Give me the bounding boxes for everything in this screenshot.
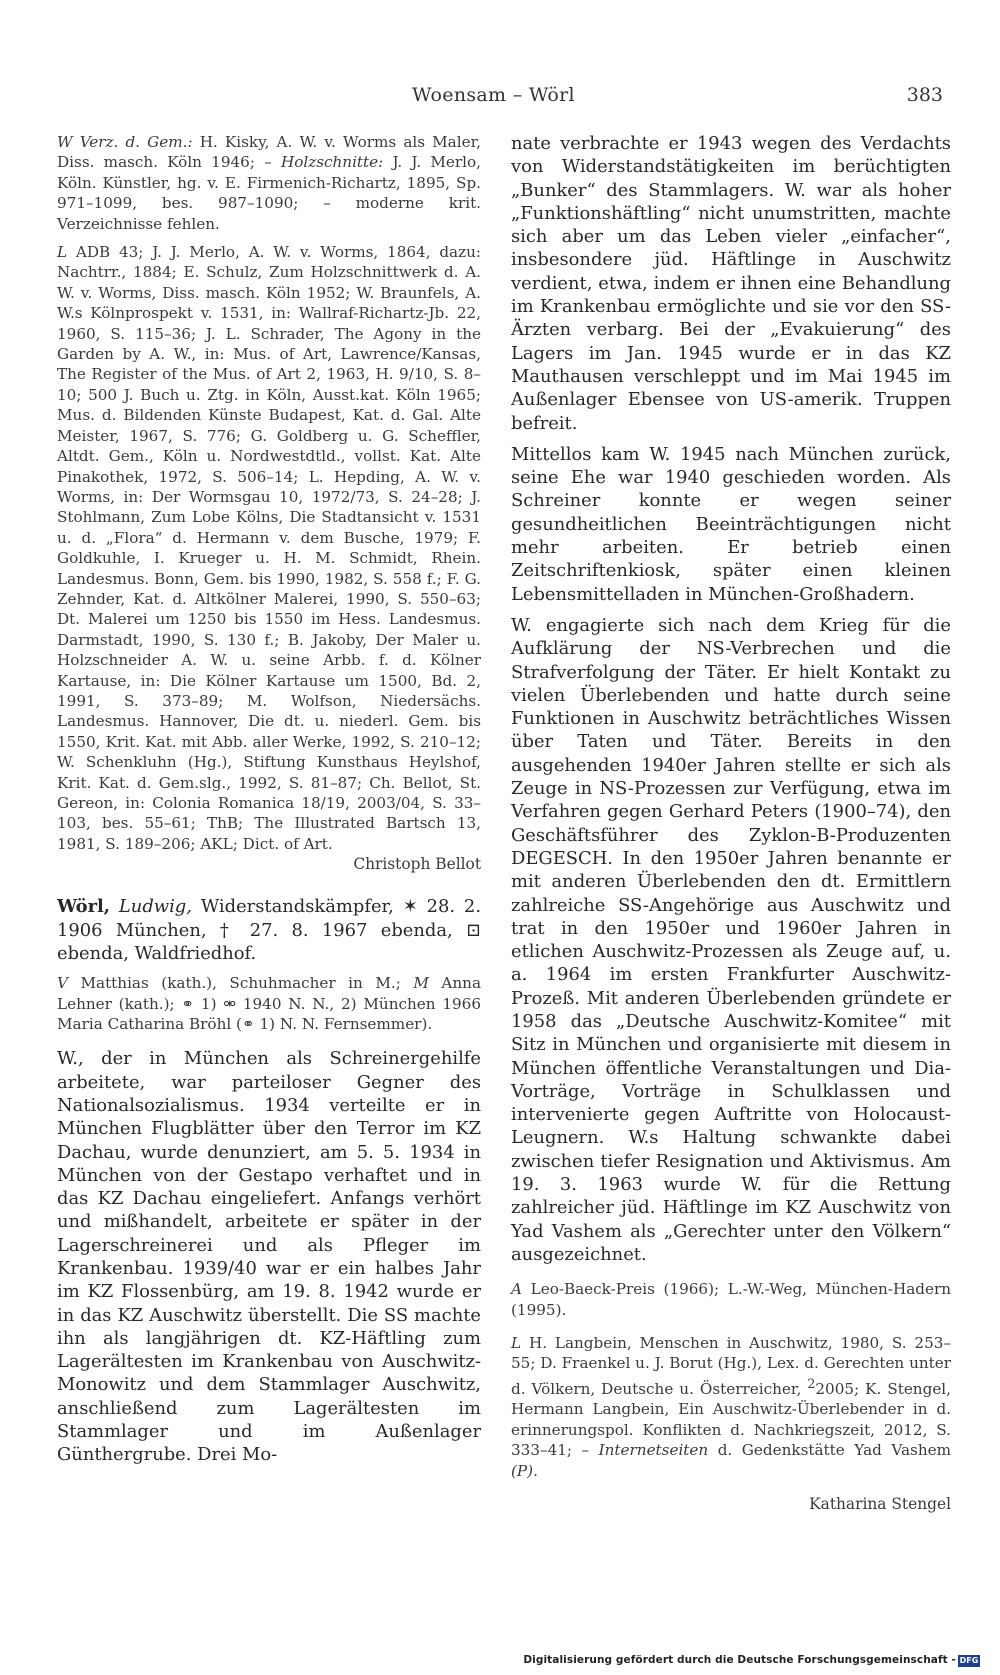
- author-signature: Christoph Bellot: [353, 855, 481, 874]
- woodcuts-label: Holzschnitte:: [280, 153, 384, 172]
- awards-label: A: [511, 1280, 522, 1299]
- family-info: [57, 973, 481, 1034]
- works-text: H. Kisky, A. W. v. Worms als Maler, Diss. masch. Köln 1946; –: [57, 133, 482, 172]
- mother-text: Anna Lehner (kath.); ⚭ 1) ⚮ 1940 N. N., 2) München 1966 Maria Catharina Bröhl (⚭ 1) N. N. Fernsemmer).: [57, 974, 481, 1033]
- literature-text: ADB 43; J. J. Merlo, A. W. v. Worms, 1864, dazu: Nachtrr., 1884; E. Schulz, Zum Holzschnittwerk d. A. W. v. Worms, Diss. masch. Köln 1952; W. Braunfels, A. W.s Kölnprospekt v. 1531, in: Wallraf-Richartz-Jb. 22, 1960, S. 115–36; J. L. Schrader, The Agony in the Garden by A. W., in: Mus. of Art, Lawrence/Kansas, The Register of the Mus. of Art 2, 1963, H. 9/10, S. 8–10; 500 J. Buch u. Ztg. in Köln, Ausst.kat. Köln 1965; Mus. d. Bildenden Künste Budapest, Kat. d. Gal. Alte Meister, 1967, S. 776; G. Goldberg u. G. Scheffler, Altdt. Gem., Köln u. Nordwestdtld., vollst. Kat. Alte Pinakothek, 1972, S. 506–14; L. Hepding, A. W. v. Worms, in: Der Wormsgau 10, 1972/73, S. 24–28; J. Stohlmann, Zum Lobe Kölns, Die Stadtansicht v. 1531 u. d. „Flora“ d. Hermann v. dem Busche, 1979; F. Goldkuhle, I. Krueger u. H. M. Schmidt, Rhein. Landesmus. Bonn, Gem. bis 1990, 1982, S. 558 f.; F. G. Zehnder, Kat. d. Altkölner Malerei, 1990, S. 550–63; Dt. Malerei um 1250 bis 1550 im Hess. Landesmus. Darmstadt, 1990, S. 130 f.; B. Jakoby, Der Maler u. Holzschneider A. W. u. seine Arbb. f. d. Kölner Kartause, in: Die Kölner Kartause um 1500, Bd. 2, 1991, S. 373–89; M. Wolfson, Niedersächs. Landesmus. Hannover, Die dt. u. niederl. Gem. bis 1550, Krit. Kat. mit Abb. aller Werke, 1992, S. 210–12; W. Schenkluhn (Hg.), Stiftung Kunsthaus Heylshof, Krit. Kat. d. Gem.slg., 1992, S. 81–87; Ch. Bellot, St. Gereon, in: Colonia Romanica 18/19, 2003/04, S. 33–103, bes. 55–61; ThB; The Illustrated Bartsch 13, 1981, S. 189–206; AKL; Dict. of Art.: [57, 243, 481, 853]
- literature-text-2a: H. Langbein, Menschen in Auschwitz, 1980, S. 253–55; D. Fraenkel u. J. Borut (Hg.), Lex. d. Gerechten unter d. Völkern, Deutsche u. Österreicher,: [511, 1334, 951, 1398]
- body-paragraph-1: W., der in München als Schreinergehilfe arbeitete, war parteiloser Gegner des Nationalsozialismus. 1934 verteilte er in München Flugblätter über den Terror im KZ Dachau, wurde denunziert, am 5. 5. 1934 in München von der Gestapo verhaftet und in das KZ Dachau eingeliefert. Anfangs verhört und mißhandelt, arbeitete er später in der Lagerschreinerei und als Pfleger im Krankenbau. 1939/40 war er ein halbes Jahr im KZ Flossenbürg, am 19. 8. 1942 wurde er in das KZ Auschwitz überstellt. Die SS machte ihn als langjährigen dt. KZ-Häftling zum Lagerältesten im Krankenbau von Auschwitz-Monowitz und dem Stammlager Auschwitz, anschließend zum Lagerältesten im Stammlager und im Außenlager Günthergrube. Drei Mo-: [57, 1048, 481, 1466]
- literature-text-2b: 2005; K. Stengel, Hermann Langbein, Ein Auschwitz-Überlebender in d. erinnerungspol. Konflikten d. Nachkriegszeit, 2012, S. 333–41; –: [511, 1379, 951, 1460]
- body-paragraph-2: nate verbrachte er 1943 wegen des Verdachts von Widerstandstätigkeiten im berüchtigten „Bunker“ des Stammlagers. W. war als hoher „Funktionshäftling“ nicht unumstritten, machte sich aber um das Leben vieler „einfacher“, insbesondere jüd. Häftlinge in Auschwitz verdient, etwa, indem er ihnen eine Behandlung im Krankenbau ermöglichte und sie vor den SS-Ärzten verbarg. Bei der „Evakuierung“ des Lagers im Jan. 1945 wurde er in das KZ Mauthausen verschleppt und im Mai 1945 im Außenlager Ebensee von US-amerik. Truppen befreit.: [511, 133, 951, 434]
- digitization-footer: [0, 1654, 1000, 1670]
- running-header-title: Woensam – Wörl: [412, 84, 575, 106]
- awards-text: Leo-Baeck-Preis (1966); L.-W.-Weg, München-Hadern (1995).: [511, 1280, 951, 1319]
- body-paragraph-3: Mittellos kam W. 1945 nach München zurück, seine Ehe war 1940 geschieden worden. Als Schreiner konnte er wegen seiner gesundheitlichen Beeinträchtigungen nicht mehr arbeiten. Er betrieb einen Zeitschriftenkiosk, später einen kleinen Lebensmittelladen in München-Großhadern.: [511, 443, 951, 605]
- body-paragraph-4: W. engagierte sich nach dem Krieg für die Aufklärung der NS-Verbrechen und die Strafverfolgung der Täter. Er hielt Kontakt zu vielen Überlebenden und hatte durch seine Funktionen in Auschwitz beträchtliches Wissen über Taten und Täter. Bereits in den ausgehenden 1940er Jahren stellte er sich als Zeuge in NS-Prozessen zur Verfügung, etwa im Verfahren gegen Gerhard Peters (1900–74), den Geschäftsführer des Zyklon-B-Produzenten DEGESCH. In den 1950er Jahren benannte er mit anderen Überlebenden den dt. Ermittlern zahlreiche SS-Angehörige aus Auschwitz und trat in den 1950er und 1960er Jahren in etlichen Auschwitz-Prozessen als Zeuge auf, u. a. 1964 im ersten Frankfurter Auschwitz-Prozeß. Mit anderen Überlebenden gründete er 1958 das „Deutsche Auschwitz-Komitee“ mit Sitz in München und organisierte mit diesem in München öffentliche Veranstaltungen und Dia-Vorträge, Vorträge in Schulklassen und intervenierte gegen Auftritte von Holocaust-Leugnern. W.s Haltung schwankte dabei zwischen tiefer Resignation und Aktivismus. Am 19. 3. 1963 wurde W. für die Rettung zahlreicher jüd. Häftlinge im KZ Auschwitz von Yad Vashem als „Gerechter unter den Völkern“ ausgezeichnet.: [511, 614, 951, 1265]
- literature-label: L: [57, 243, 68, 262]
- author-signature-2: Katharina Stengel: [809, 1494, 951, 1513]
- internet-label: Internetseiten: [598, 1441, 709, 1460]
- literature-list: [57, 242, 481, 854]
- running-header: [0, 84, 1000, 110]
- footer-text: Digitalisierung gefördert durch die Deutsche Forschungsgemeinschaft -: [523, 1654, 956, 1666]
- father-label: V: [57, 974, 68, 993]
- entry-headword: Wörl,: [57, 896, 111, 918]
- works-label: W Verz. d. Gem.:: [57, 133, 193, 151]
- portrait-mark: (P).: [511, 1461, 538, 1480]
- works-list: [57, 132, 481, 234]
- entry-header: [57, 895, 481, 965]
- entry-bio-header: Widerstandskämpfer, ✶ 28. 2. 1906 München, † 27. 8. 1967 ebenda, ⊡ ebenda, Waldfriedhof.: [57, 896, 481, 964]
- page-number: 383: [906, 84, 943, 106]
- woodcuts-text: J. J. Merlo, Köln. Künstler, hg. v. E. Firmenich-Richartz, 1895, Sp. 971–1099, bes. 987–1090; – moderne krit. Verzeichnisse fehlen.: [57, 153, 481, 233]
- dfg-logo-icon: DFG: [959, 1656, 979, 1665]
- edition-superscript: 2: [807, 1375, 816, 1391]
- mother-label: M: [413, 974, 429, 993]
- right-column: [511, 132, 951, 1515]
- literature-text-2c: d. Gedenkstätte Yad Vashem: [708, 1441, 951, 1460]
- left-column: [57, 132, 481, 1467]
- entry-given-name: Ludwig,: [110, 896, 192, 918]
- literature-label-2: L: [511, 1334, 522, 1353]
- literature-list-2: [511, 1333, 951, 1481]
- awards-list: [511, 1279, 951, 1320]
- father-text: Matthias (kath.), Schuhmacher in M.;: [67, 974, 414, 993]
